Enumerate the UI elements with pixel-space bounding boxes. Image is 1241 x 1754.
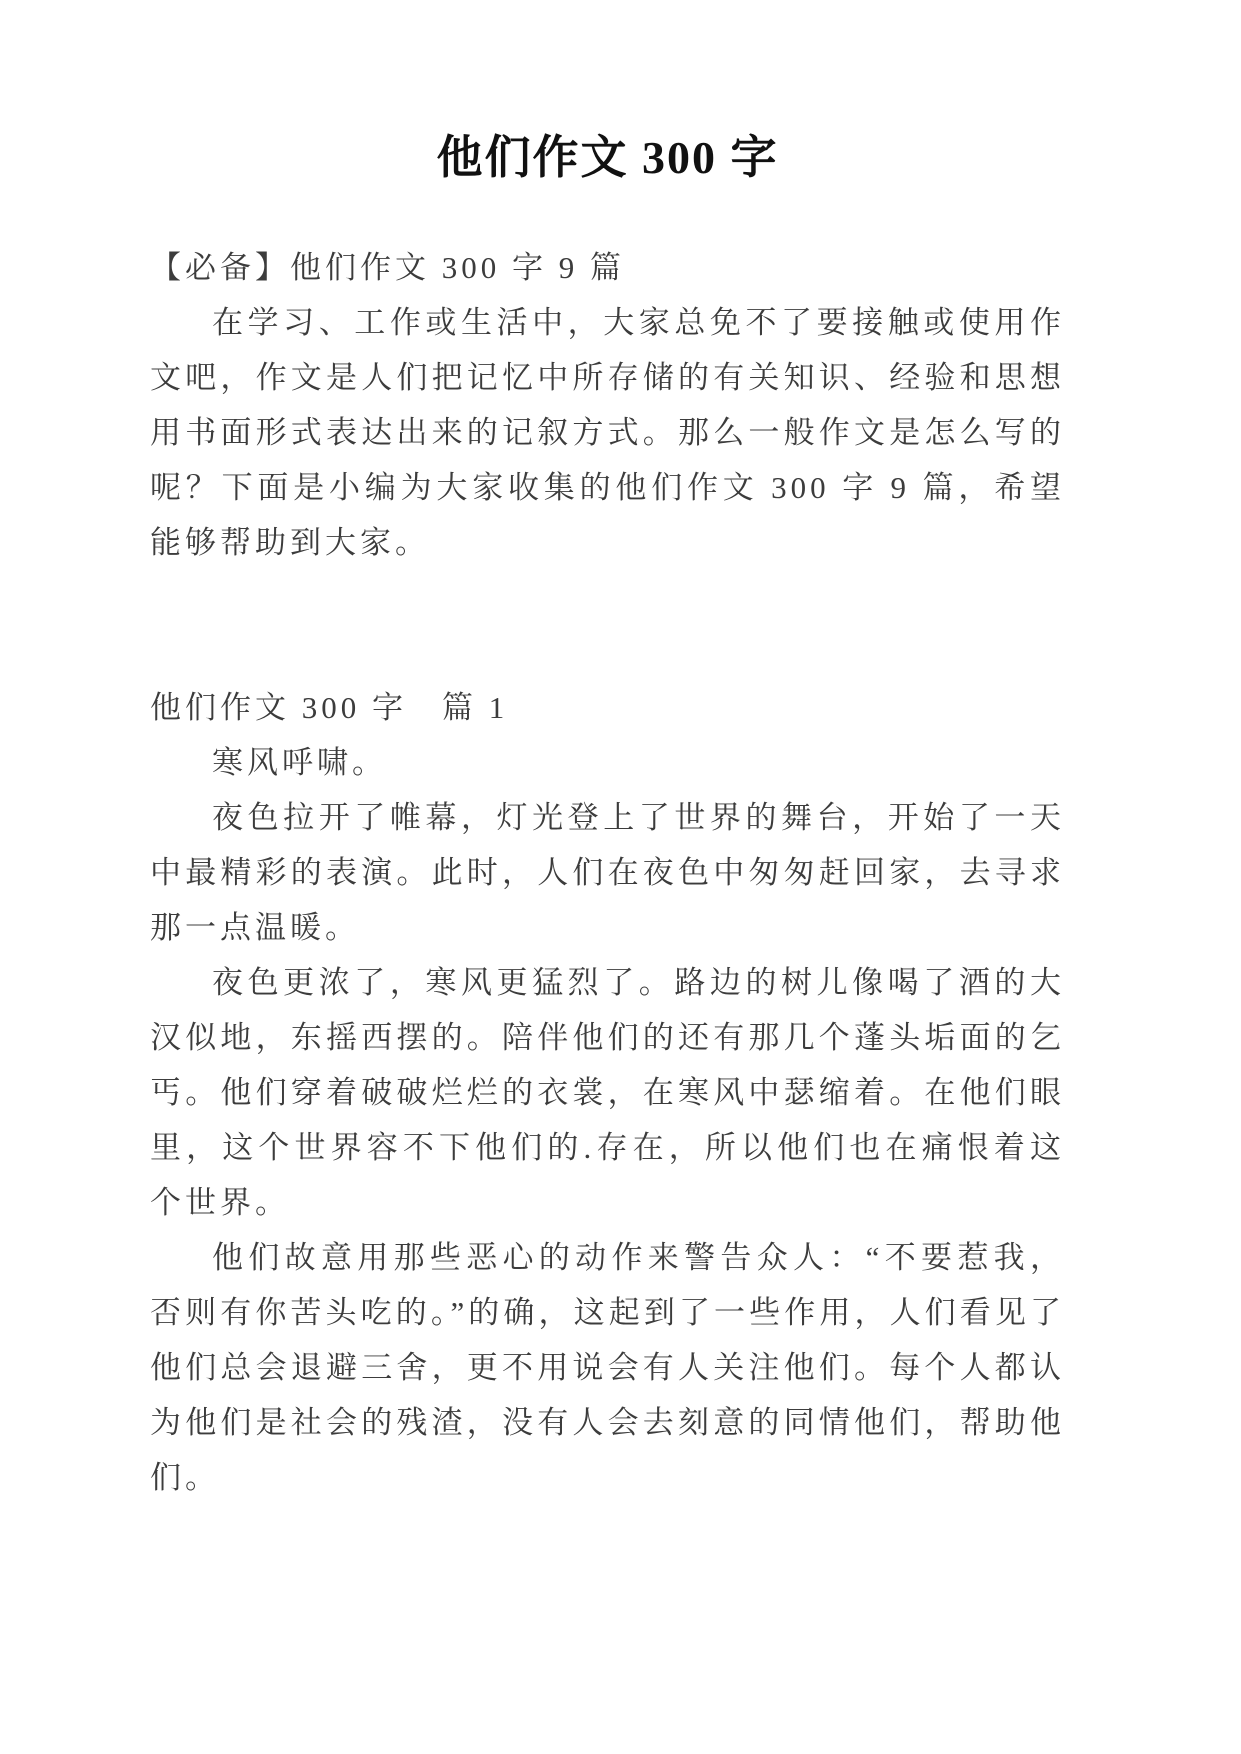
essay-paragraph: 寒风呼啸。 bbox=[212, 745, 387, 780]
section-heading: 他们作文 300 字 篇 1 bbox=[150, 690, 509, 725]
essay-paragraph: 他们故意用那些恶心的动作来警告众人：“不要惹我，否则有你苦头吃的。”的确，这起到了一些作用，人们看见了他们总会退避三舍，更不用说会有人关注他们。每个人都认为他们是社会的残渣，没有人会去刻意的同情他们，帮助他们。 bbox=[150, 1240, 1065, 1495]
header-label: 【必备】他们作文 300 字 9 篇 bbox=[150, 250, 625, 285]
document-body bbox=[150, 240, 1065, 1505]
document-title: 他们作文 300 字 bbox=[436, 132, 779, 183]
essay-paragraph: 夜色更浓了，寒风更猛烈了。路边的树儿像喝了酒的大汉似地，东摇西摆的。陪伴他们的还有那几个蓬头垢面的乞丐。他们穿着破破烂烂的衣裳，在寒风中瑟缩着。在他们眼里，这个世界容不下他们的.存在，所以他们也在痛恨着这个世界。 bbox=[150, 965, 1065, 1220]
essay-paragraph: 夜色拉开了帷幕，灯光登上了世界的舞台，开始了一天中最精彩的表演。此时，人们在夜色中匆匆赶回家，去寻求那一点温暖。 bbox=[150, 800, 1065, 945]
intro-paragraph: 在学习、工作或生活中，大家总免不了要接触或使用作文吧，作文是人们把记忆中所存储的有关知识、经验和思想用书面形式表达出来的记叙方式。那么一般作文是怎么写的呢？下面是小编为大家收集的他们作文 300 字 9 篇，希望能够帮助到大家。 bbox=[150, 305, 1065, 560]
